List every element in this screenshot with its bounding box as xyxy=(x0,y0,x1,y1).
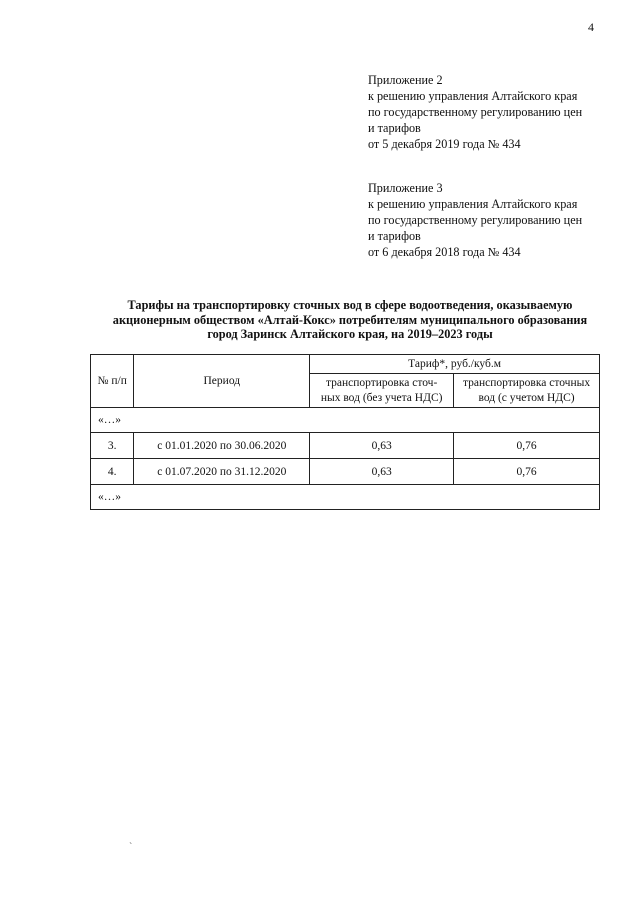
header-period: Период xyxy=(134,355,310,408)
appendix-line: по государственному регулированию цен xyxy=(368,105,583,119)
appendix-3-block xyxy=(368,180,618,260)
table-header-row xyxy=(91,355,600,374)
header-with-vat-line: вод (с учетом НДС) xyxy=(478,391,575,404)
appendix-2-block xyxy=(368,72,618,152)
appendix-line: от 5 декабря 2019 года № 434 xyxy=(368,137,521,151)
stray-mark: ` xyxy=(129,842,133,853)
header-number: № п/п xyxy=(91,355,134,408)
header-tariff: Тариф*, руб./куб.м xyxy=(310,355,600,374)
cell-with-vat: 0,76 xyxy=(454,433,600,459)
title-line: акционерным обществом «Алтай-Кокс» потребителям муниципального образования xyxy=(112,312,588,327)
appendix-line: и тарифов xyxy=(368,229,421,243)
title-line: Тарифы на транспортировку сточных вод в сфере водоотведения, оказываемую xyxy=(127,298,573,312)
header-without-vat-line: транспортировка сточ- xyxy=(325,376,438,389)
page-number: 4 xyxy=(588,20,594,34)
ellipsis-cell: «…» xyxy=(91,408,600,433)
title-line: город Заринск Алтайского края, на 2019–2023 годы xyxy=(207,327,493,341)
cell-without-vat: 0,63 xyxy=(310,433,454,459)
cell-with-vat: 0,76 xyxy=(454,459,600,485)
appendix-line: к решению управления Алтайского края xyxy=(368,197,578,211)
table-row xyxy=(91,459,600,485)
header-with-vat xyxy=(454,374,600,408)
appendix-line: и тарифов xyxy=(368,121,421,135)
cell-without-vat: 0,63 xyxy=(310,459,454,485)
table-row-ellipsis-top xyxy=(91,408,600,433)
cell-number: 4. xyxy=(91,459,134,485)
table-row xyxy=(91,433,600,459)
cell-number: 3. xyxy=(91,433,134,459)
appendix-line: к решению управления Алтайского края xyxy=(368,89,578,103)
cell-period: с 01.07.2020 по 31.12.2020 xyxy=(134,459,310,485)
header-without-vat xyxy=(310,374,454,408)
appendix-line: по государственному регулированию цен xyxy=(368,213,583,227)
document-title xyxy=(60,298,639,342)
table-row-ellipsis-bottom xyxy=(91,485,600,510)
header-without-vat-line: ных вод (без учета НДС) xyxy=(320,391,443,404)
header-with-vat-line: транспортировка сточных xyxy=(462,376,591,389)
cell-period: с 01.01.2020 по 30.06.2020 xyxy=(134,433,310,459)
appendix-line: от 6 декабря 2018 года № 434 xyxy=(368,245,521,259)
ellipsis-cell: «…» xyxy=(91,485,600,510)
tariff-table xyxy=(90,354,600,510)
appendix-line: Приложение 2 xyxy=(368,73,443,87)
appendix-line: Приложение 3 xyxy=(368,181,443,195)
